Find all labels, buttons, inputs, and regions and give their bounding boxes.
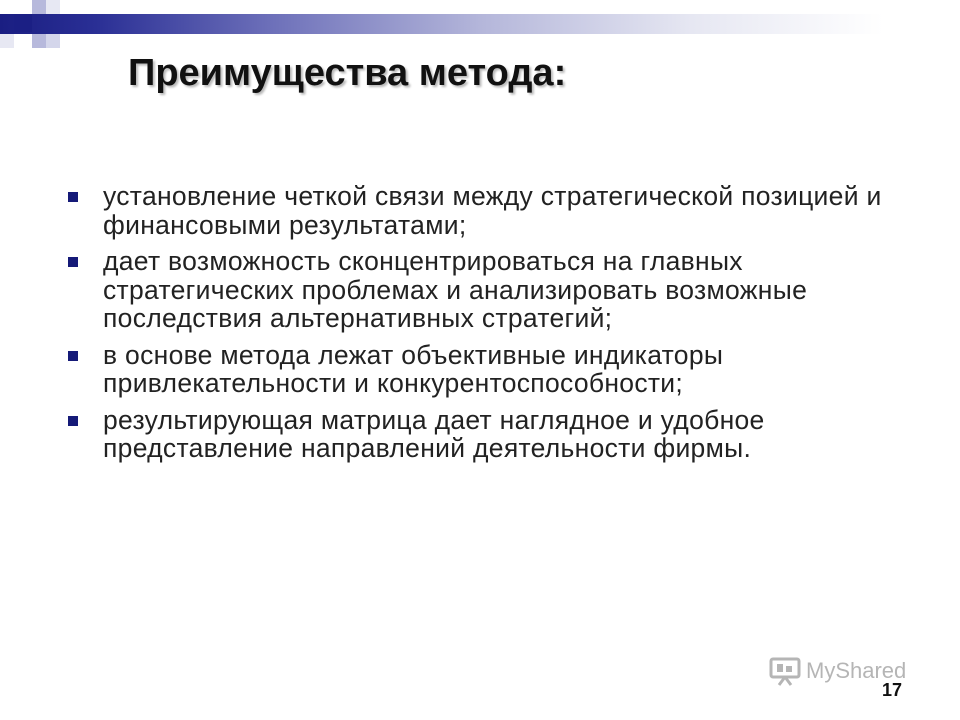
square-bullet-icon (68, 351, 78, 361)
decorative-square (0, 34, 14, 48)
bullet-text: в основе метода лежат объективные индикаторы привлекательности и конкурентоспособности; (103, 339, 724, 398)
bullet-list (68, 182, 928, 471)
decorative-square (32, 0, 46, 14)
list-item (68, 182, 928, 239)
presentation-board-icon (768, 656, 802, 686)
decorative-square (46, 34, 60, 48)
watermark-text: MyShared (806, 658, 907, 683)
bullet-text: дает возможность сконцентрироваться на главных стратегических проблемах и анализировать возможные последствия альтернативных стратегий; (103, 246, 808, 333)
list-item (68, 341, 928, 398)
header-gradient-band (0, 14, 960, 34)
list-item (68, 406, 928, 463)
decorative-square (32, 34, 46, 48)
slide-title: Преимущества метода: (128, 52, 567, 94)
decorative-square (46, 0, 60, 14)
page-number: 17 (882, 680, 903, 700)
square-bullet-icon (68, 192, 78, 202)
decorative-square (14, 14, 32, 32)
list-item (68, 247, 928, 333)
bullet-text: результирующая матрица дает наглядное и удобное представление направлений деятельности фирмы. (103, 404, 765, 463)
square-bullet-icon (68, 257, 78, 267)
square-bullet-icon (68, 416, 78, 426)
bullet-text: установление четкой связи между стратегической позицией и финансовыми результатами; (103, 181, 882, 240)
